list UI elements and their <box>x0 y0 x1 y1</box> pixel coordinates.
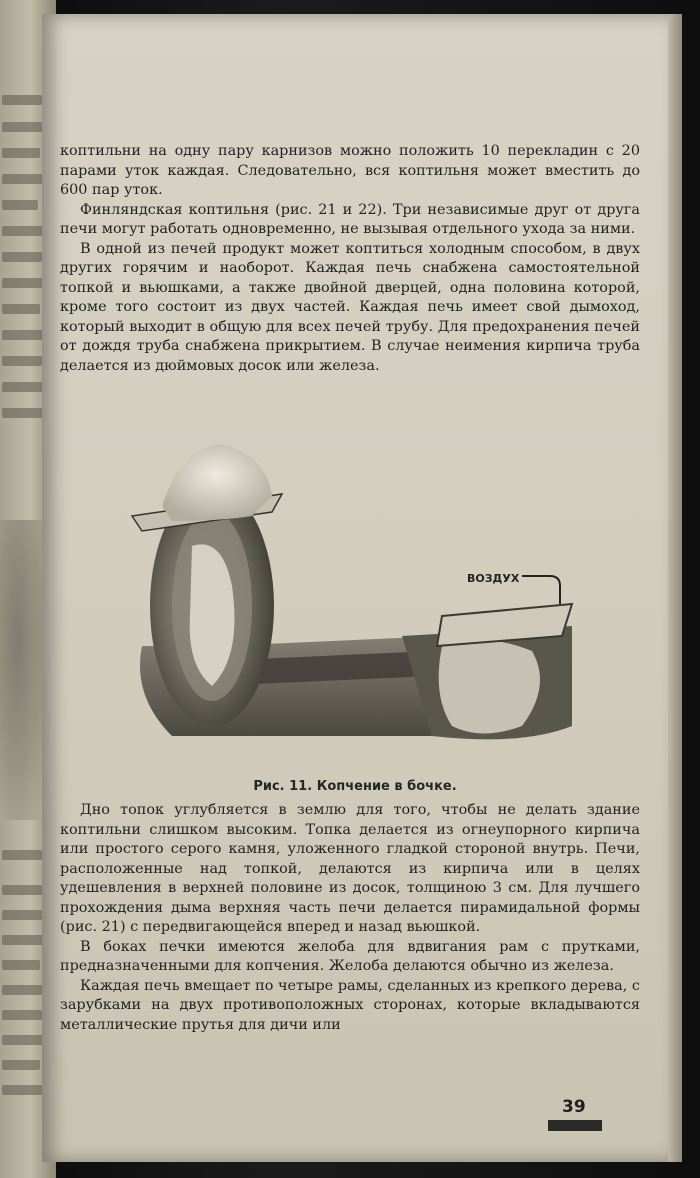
figure-smoking-barrel <box>102 436 582 766</box>
left-page-text-line <box>2 910 42 920</box>
left-page-text-line <box>2 95 42 105</box>
air-arrow <box>522 576 560 604</box>
sack-cover <box>162 444 272 521</box>
paragraph: Каждая печь вмещает по четыре рамы, сделанных из крепкого дерева, с зарубками на двух противоположных сторонах, которые вкладываются металлические прутья для дичи или <box>60 977 640 1033</box>
figure-caption: Рис. 11. Копчение в бочке. <box>253 779 457 794</box>
left-page-text-line <box>2 200 38 210</box>
left-page-text-line <box>2 960 40 970</box>
left-page-text-line <box>2 252 42 262</box>
fire-smoke <box>439 640 540 734</box>
left-page-text-line <box>2 935 46 945</box>
left-page-illustration <box>0 520 48 820</box>
paragraph: коптильни на одну пару карнизов можно положить 10 перекладин с 20 парами уток каждая. Следовательно, вся коптильня может вместить до 600 пар уток. <box>60 143 640 198</box>
paragraph: В одной из печей продукт может коптиться холодным способом, в двух других горячим и наоборот. Каждая печь снабжена самостоятельной топкой и вьюшками, а также двойной дверцей, одна половина которой, кроме того состоит из двух частей. Каждая печь имеет свой дымоход, который выходит в общую для всех печей трубу. Для предохранения печей от дождя труба снабжена прикрытием. В случае неимения кирпича труба делается из дюймовых досок или железа. <box>60 240 640 374</box>
left-page-text-line <box>2 408 44 418</box>
left-page-text-line <box>2 1035 46 1045</box>
book-page <box>42 14 668 1162</box>
bottom-text-block <box>60 801 640 1035</box>
left-page-text-line <box>2 278 46 288</box>
top-text-block <box>60 142 640 376</box>
paragraph: Финляндская коптильня (рис. 21 и 22). Три независимые друг от друга печи могут работать одновременно, не вызывая отдельного ухода за ними. <box>60 201 640 237</box>
left-page-text-line <box>2 1060 40 1070</box>
left-page-text-line <box>2 304 40 314</box>
left-page-text-line <box>2 148 40 158</box>
paragraph: Дно топок углубляется в землю для того, чтобы не делать здание коптильни слишком высоким. Топка делается из огнеупорного кирпича или простого серого камня, уложенного гладкой стороной внутрь. Печи, расположенные над топкой, делаются из кирпича или в целях удешевления в верхней половине из досок, толщиною 3 см. Для лучшего прохождения дыма верхняя часть печи делается пирамидальной формы (рис. 21) с передвигающейся вперед и назад вьюшкой. <box>60 802 640 935</box>
left-page-text-line <box>2 356 42 366</box>
page-number: 39 <box>562 1097 586 1117</box>
left-page-text-line <box>2 174 46 184</box>
library-stamp-mark <box>548 1120 602 1131</box>
left-page-text-line <box>2 382 46 392</box>
left-page-text-line <box>2 1010 42 1020</box>
left-page-text-line <box>2 850 42 860</box>
air-label: ВОЗДУХ <box>467 572 520 585</box>
page-edge <box>668 14 682 1162</box>
left-page-text-line <box>2 1085 44 1095</box>
paragraph: В боках печки имеются желоба для вдвигания рам с прутками, предназначенными для копчения. Желоба делаются обычно из железа. <box>60 938 640 974</box>
